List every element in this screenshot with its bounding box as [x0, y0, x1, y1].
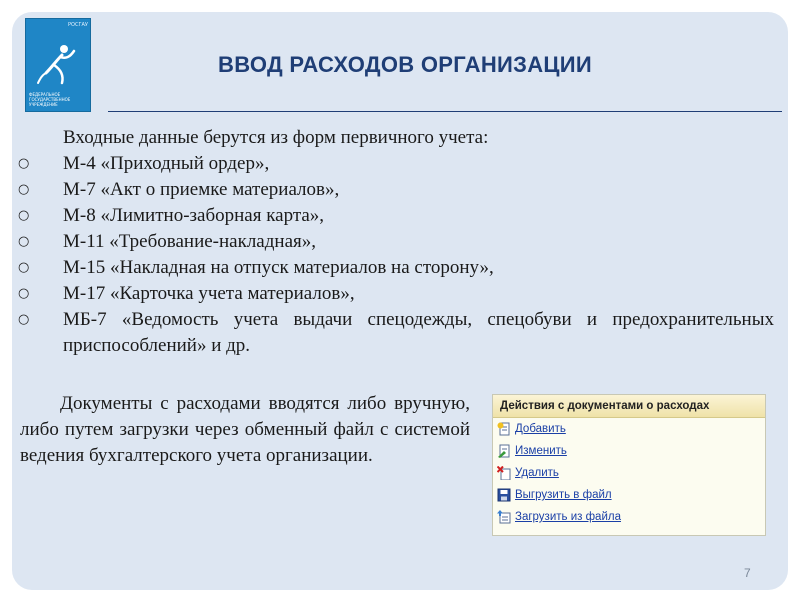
import-action[interactable] [493, 506, 765, 528]
form-label: М-8 «Лимитно-заборная карта», [63, 205, 325, 226]
circle-bullet-icon: ○ [18, 156, 30, 171]
description-paragraph: Документы с расходами вводятся либо вручную, либо путем загрузки через обменный файл с системой ведения бухгалтерского учета организации. [20, 393, 470, 466]
intro-text: Входные данные берутся из форм первичного учета: [63, 127, 489, 148]
import-link[interactable]: Загрузить из файла [515, 511, 621, 523]
panel-header: Действия с документами о расходах [493, 395, 765, 418]
title-divider [108, 111, 782, 112]
list-item [18, 151, 774, 177]
list-item [18, 307, 774, 359]
document-actions-panel [492, 394, 766, 536]
export-link[interactable]: Выгрузить в файл [515, 489, 612, 501]
form-label: М-17 «Карточка учета материалов», [63, 283, 355, 304]
organization-logo [25, 18, 91, 112]
add-action[interactable] [493, 418, 765, 440]
list-item [18, 281, 774, 307]
form-label: МБ-7 «Ведомость учета выдачи спецодежды, спецобуви и предохранительных приспособлений» и др. [63, 309, 774, 356]
edit-document-icon [497, 444, 511, 458]
edit-action[interactable] [493, 440, 765, 462]
circle-bullet-icon: ○ [18, 208, 30, 223]
delete-document-icon [497, 466, 511, 480]
form-label: М-15 «Накладная на отпуск материалов на сторону», [63, 257, 494, 278]
form-label: М-11 «Требование-накладная», [63, 231, 317, 252]
runner-emblem-icon [26, 27, 90, 97]
upload-document-icon [497, 510, 511, 524]
form-label: М-7 «Акт о приемке материалов», [63, 179, 340, 200]
add-document-icon [497, 422, 511, 436]
circle-bullet-icon: ○ [18, 286, 30, 301]
circle-bullet-icon: ○ [18, 260, 30, 275]
circle-bullet-icon: ○ [18, 182, 30, 197]
list-item [18, 255, 774, 281]
save-disk-icon [497, 488, 511, 502]
edit-link[interactable]: Изменить [515, 445, 567, 457]
list-item [18, 203, 774, 229]
delete-action[interactable] [493, 462, 765, 484]
add-link[interactable]: Добавить [515, 423, 566, 435]
delete-link[interactable]: Удалить [515, 467, 559, 479]
circle-bullet-icon: ○ [18, 234, 30, 249]
list-item [18, 177, 774, 203]
circle-bullet-icon: ○ [18, 312, 30, 327]
form-label: М-4 «Приходный ордер», [63, 153, 270, 174]
slide-title: ВВОД РАСХОДОВ ОРГАНИЗАЦИИ [218, 52, 593, 77]
export-action[interactable] [493, 484, 765, 506]
list-item [18, 229, 774, 255]
logo-top-text: РОСГАУ [68, 22, 88, 28]
forms-list [18, 151, 774, 359]
logo-bottom-text: ФЕДЕРАЛЬНОЕ ГОСУДАРСТВЕННОЕ УЧРЕЖДЕНИЕ [29, 92, 71, 107]
page-number: 7 [744, 566, 751, 580]
